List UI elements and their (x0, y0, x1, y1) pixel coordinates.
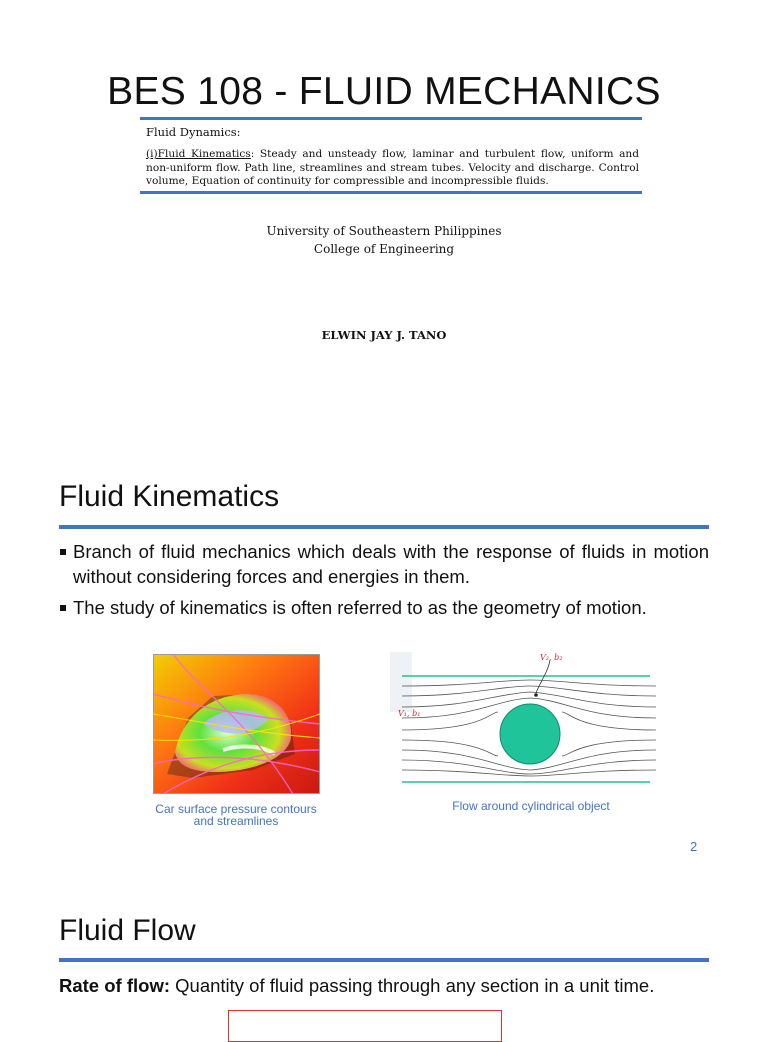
rate-label: Rate of flow: (59, 975, 170, 996)
fluid-kinematics-slide (0, 462, 768, 872)
bullet-list (59, 540, 709, 628)
car-caption: Car surface pressure contours and streamlines (155, 802, 317, 828)
rate-of-flow-definition (59, 974, 709, 999)
institution (0, 222, 768, 258)
title-slide (0, 0, 768, 440)
topic-description (146, 148, 639, 189)
label-v2: V₂, b₂ (540, 653, 563, 662)
slide-title-rule (59, 525, 709, 529)
slide-title: Fluid Flow (59, 914, 196, 947)
bullet-square-icon (60, 549, 66, 555)
formula-box (228, 1010, 502, 1042)
cylinder-flow-diagram (390, 652, 658, 794)
label-v1: V₁, b₁ (398, 709, 421, 718)
cylinder-caption: Flow around cylindrical object (452, 799, 610, 813)
topic-label: (i)Fluid Kinematics (146, 148, 251, 160)
bullet-item: The study of kinematics is often referred to as the geometry of motion. (59, 596, 709, 621)
university-name: University of Southeastern Philippines (266, 224, 502, 238)
car-pressure-image (153, 654, 320, 794)
title-rule-bottom (140, 191, 642, 194)
bullet-item: Branch of fluid mechanics which deals with the response of fluids in motion without considering forces and energies in them. (59, 540, 709, 589)
slide-title-rule (59, 958, 709, 962)
college-name: College of Engineering (313, 242, 455, 256)
title-rule-top (140, 117, 642, 120)
course-title: BES 108 - FLUID MECHANICS (107, 70, 661, 113)
fluid-flow-slide (0, 894, 768, 1024)
author-name: ELWIN JAY J. TANO (321, 328, 447, 342)
bullet-square-icon (60, 605, 66, 611)
rate-text: Quantity of fluid passing through any section in a unit time. (175, 975, 655, 996)
topic-text: : Steady and unsteady flow, laminar and turbulent flow, uniform and non-uniform flow. Path line, streamlines and stream tubes. Velocity and discharge. Control volume, Equation of continuity for compressible and incompressible fluids. (146, 148, 639, 187)
slide-title: Fluid Kinematics (59, 480, 280, 513)
topic-heading: Fluid Dynamics: (146, 125, 241, 139)
page-number: 2 (690, 839, 698, 854)
